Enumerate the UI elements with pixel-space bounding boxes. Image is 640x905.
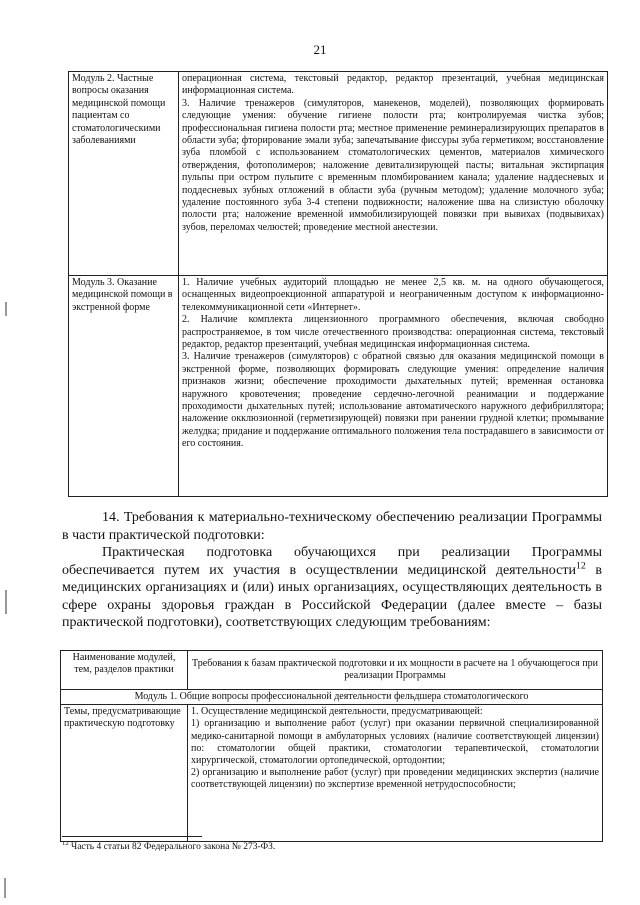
module-cell: Модуль 3. Оказание медицинской помощи в экстренной форме <box>69 276 179 497</box>
requirement-item: 1) организацию и выполнение работ (услуг) при оказании первичной специализированной медико-санитарной помощи в амбулаторных условиях (наличие соответствующей лицензии) по: стоматологии общей практики, стоматологии терапевтической, стоматологии хирургической, стоматологии ортопедической, ортодонтии; <box>191 718 599 767</box>
section-14 <box>62 509 602 632</box>
footnote-number: 12 <box>62 839 69 847</box>
paragraph-text-cont: в медицинских организациях и (или) иных организациях, осуществляющих деятельность в сфере охраны здоровья граждан в Российской Федерации (далее вместе – базы практической подготовки), соответствующих следующим требованиям: <box>62 562 602 630</box>
requirement-item: 2. Наличие комплекта лицензионного программного обеспечения, включая свободно распространяемое, в том числе отечественного производства: операционная система, текстовый редактор, редактор презентаций, учебная медицинская информационная система. <box>182 314 604 351</box>
requirement-item: 1. Наличие учебных аудиторий площадью не менее 2,5 кв. м. на одного обучающегося, оснащенных видеопроекционной аппаратурой и неограниченным доступом к информационно-телекоммуникационной сети «Интернет». <box>182 277 604 313</box>
scan-mark <box>4 878 6 898</box>
requirement-text: операционная система, текстовый редактор, редактор презентаций, учебная медицинская информационная система. <box>182 73 604 97</box>
requirement-item: 3. Наличие тренажеров (симуляторов, манекенов, моделей), позволяющих формировать следующие умения: обучение гигиене полости рта; контролируемая чистка зубов; профессиональная гигиена полости рта; местное применение реминерализирующих препаратов в области зуба; фторирование эмали зуба; запечатывание фиссуры зуба герметиком; восстановление зуба пломбой с использованием стоматологических цементов, материалов химического отверждения, фотополимеров; наложение девитализирующей пасты; витальная экстирпация пульпы при остром пульпите с временным пломбированием канала; удаление наддесневых и поддесневых зубных отложений в области зуба (ручным методом); удаление молочного зуба; удаление постоянного зуба 3-4 степени подвижности; наложение шва на слизистую оболочку полости рта; наложение временной иммобилизирующей повязки при вывихах (подвывихах) зубов, переломах челюстей; проведение местной анестезии. <box>182 97 604 233</box>
footnote-divider <box>62 836 202 837</box>
page-number: 21 <box>313 42 327 57</box>
table-row <box>61 705 603 842</box>
requirement-item: 2) организацию и выполнение работ (услуг) при проведении медицинских экспертиз (наличие соответствующей лицензии) по экспертизе временной нетрудоспособности; <box>191 767 599 791</box>
footnote-text: Часть 4 статьи 82 Федерального закона № 273-ФЗ. <box>68 842 276 852</box>
section-paragraph <box>62 544 602 632</box>
footnote <box>62 839 276 852</box>
topic-cell: Темы, предусматривающие практическую подготовку <box>61 705 188 842</box>
requirements-cell <box>188 705 603 842</box>
scan-mark <box>5 590 7 614</box>
table-header-row <box>61 651 603 690</box>
requirements-cell <box>179 276 608 497</box>
requirement-heading: 1. Осуществление медицинской деятельности, предусматривающей: <box>191 706 483 718</box>
section-heading: 14. Требования к материально-техническому обеспечению реализации Программы в части практической подготовки: <box>62 510 602 543</box>
module-row <box>61 690 603 705</box>
practice-bases-table <box>60 650 603 842</box>
table-row <box>69 276 608 497</box>
requirement-item: 3. Наличие тренажеров (симуляторов) с обратной связью для оказания медицинской помощи в экстренной форме, позволяющих формировать следующие умения: определение наличия признаков жизни; обеспечение проходимости дыхательных путей; временная остановка наружного кровотечения; проведение сердечно-легочной реанимации и поддержание проходимости дыхательных путей; использование автоматического наружного дефибриллятора; наложение окклюзионной (герметизирующей) повязки при ранении грудной клетки; промывание желудка; придание и поддержание оптимального положения тела пострадавшего в зависимости от его состояния. <box>182 351 604 450</box>
module-cell: Модуль 2. Частные вопросы оказания медицинской помощи пациентам со стоматологическими заболеваниями <box>69 72 179 276</box>
scan-mark <box>5 302 7 316</box>
header-cell: Требования к базам практической подготовки и их мощности в расчете на 1 обучающегося при реализации Программы <box>188 651 603 690</box>
table-row <box>69 72 608 276</box>
requirements-cell <box>179 72 608 276</box>
module-title: Модуль 1. Общие вопросы профессиональной деятельности фельдшера стоматологического <box>61 690 603 705</box>
footnote-ref: 12 <box>575 559 586 571</box>
paragraph-text: Практическая подготовка обучающихся при реализации Программы обеспечивается путем их участия в осуществлении медицинской деятельности <box>62 545 602 578</box>
resources-table <box>68 71 608 497</box>
header-cell: Наименование модулей, тем, разделов практики <box>61 651 188 690</box>
